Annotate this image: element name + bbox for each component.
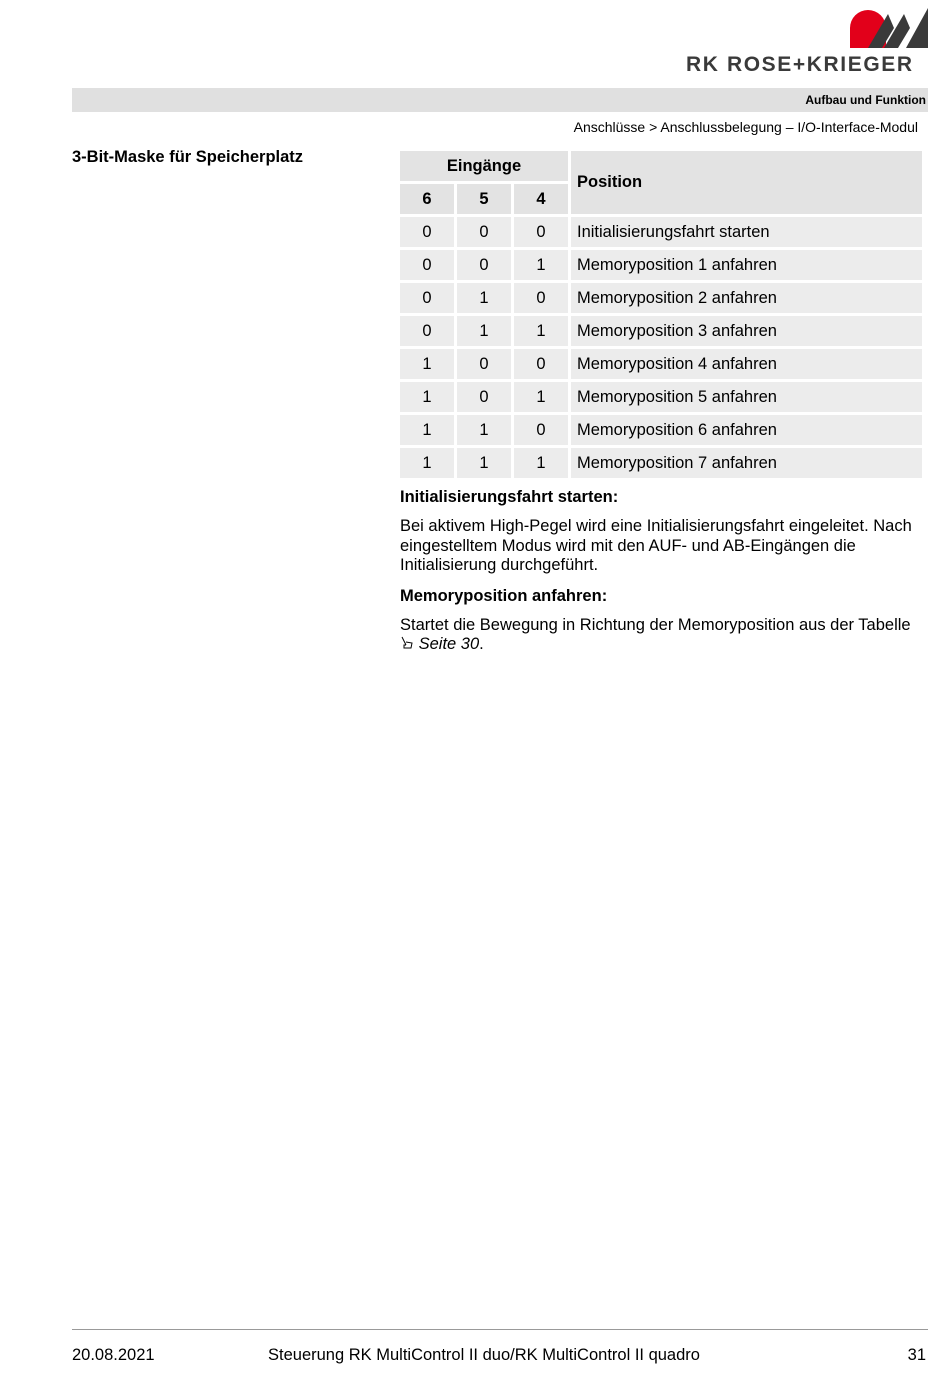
bit-4-cell: 1 xyxy=(514,250,568,280)
description-content xyxy=(400,487,928,665)
section-title: Aufbau und Funktion xyxy=(805,93,926,107)
bit-5-cell: 0 xyxy=(457,382,511,412)
bit-5-cell: 1 xyxy=(457,415,511,445)
bit-5-cell: 0 xyxy=(457,217,511,247)
bit-4-cell: 1 xyxy=(514,316,568,346)
position-cell: Memoryposition 5 anfahren xyxy=(571,382,922,412)
bit-mask-table xyxy=(397,148,925,481)
table-row xyxy=(400,448,922,478)
bit-4-cell: 0 xyxy=(514,217,568,247)
bit-6-cell: 0 xyxy=(400,250,454,280)
table-row xyxy=(400,283,922,313)
bit-4-cell: 0 xyxy=(514,283,568,313)
position-header: Position xyxy=(571,151,922,214)
position-cell: Memoryposition 4 anfahren xyxy=(571,349,922,379)
bit-4-cell: 0 xyxy=(514,349,568,379)
column-header-6: 6 xyxy=(400,184,454,214)
page-reference-link[interactable]: Seite 30 xyxy=(418,635,480,653)
bit-6-cell: 1 xyxy=(400,349,454,379)
position-cell: Memoryposition 2 anfahren xyxy=(571,283,922,313)
position-cell: Memoryposition 7 anfahren xyxy=(571,448,922,478)
footer-date: 20.08.2021 xyxy=(72,1346,155,1364)
bit-6-cell: 0 xyxy=(400,283,454,313)
bit-6-cell: 1 xyxy=(400,382,454,412)
init-heading: Initialisierungsfahrt starten: xyxy=(400,488,619,506)
memory-text-end: . xyxy=(479,635,484,653)
bit-6-cell: 1 xyxy=(400,448,454,478)
init-text: Bei aktivem High-Pegel wird eine Initialisierungsfahrt eingeleitet. Nach eingestelltem Modus wird mit den AUF- und AB-Eingängen die Initialisierung durchgeführt. xyxy=(400,517,912,574)
memory-text xyxy=(400,616,928,655)
position-cell: Memoryposition 3 anfahren xyxy=(571,316,922,346)
memory-heading: Memoryposition anfahren: xyxy=(400,586,608,605)
breadcrumb: Anschlüsse > Anschlussbelegung – I/O-Interface-Modul xyxy=(573,119,918,135)
column-header-4: 4 xyxy=(514,184,568,214)
table-header-row xyxy=(400,151,922,181)
footer-document-title: Steuerung RK MultiControl II duo/RK MultiControl II quadro xyxy=(268,1346,700,1364)
column-header-5: 5 xyxy=(457,184,511,214)
page-footer xyxy=(72,1345,928,1365)
logo-wordmark: RK ROSE+KRIEGER xyxy=(686,53,914,76)
bit-6-cell: 0 xyxy=(400,316,454,346)
bit-5-cell: 1 xyxy=(457,283,511,313)
memory-text-body: Startet die Bewegung in Richtung der Memoryposition aus der Tabelle xyxy=(400,615,911,634)
bit-5-cell: 1 xyxy=(457,316,511,346)
bit-4-cell: 0 xyxy=(514,415,568,445)
table-row xyxy=(400,316,922,346)
bit-5-cell: 0 xyxy=(457,250,511,280)
position-cell: Memoryposition 1 anfahren xyxy=(571,250,922,280)
company-logo xyxy=(686,8,928,74)
inputs-group-header: Eingänge xyxy=(400,151,568,181)
page-number: 31 xyxy=(907,1346,926,1364)
footer-divider xyxy=(72,1329,928,1330)
logo-mark-icon xyxy=(848,8,928,48)
table-row xyxy=(400,349,922,379)
bit-5-cell: 0 xyxy=(457,349,511,379)
bit-4-cell: 1 xyxy=(514,382,568,412)
position-cell: Initialisierungsfahrt starten xyxy=(571,217,922,247)
side-heading: 3-Bit-Maske für Speicherplatz xyxy=(72,148,304,166)
bit-4-cell: 1 xyxy=(514,448,568,478)
bit-6-cell: 1 xyxy=(400,415,454,445)
bit-6-cell: 0 xyxy=(400,217,454,247)
pointing-hand-icon xyxy=(400,635,419,653)
table-row xyxy=(400,250,922,280)
table-row xyxy=(400,415,922,445)
bit-5-cell: 1 xyxy=(457,448,511,478)
table-row xyxy=(400,382,922,412)
table-row xyxy=(400,217,922,247)
section-header-bar xyxy=(72,88,928,112)
position-cell: Memoryposition 6 anfahren xyxy=(571,415,922,445)
